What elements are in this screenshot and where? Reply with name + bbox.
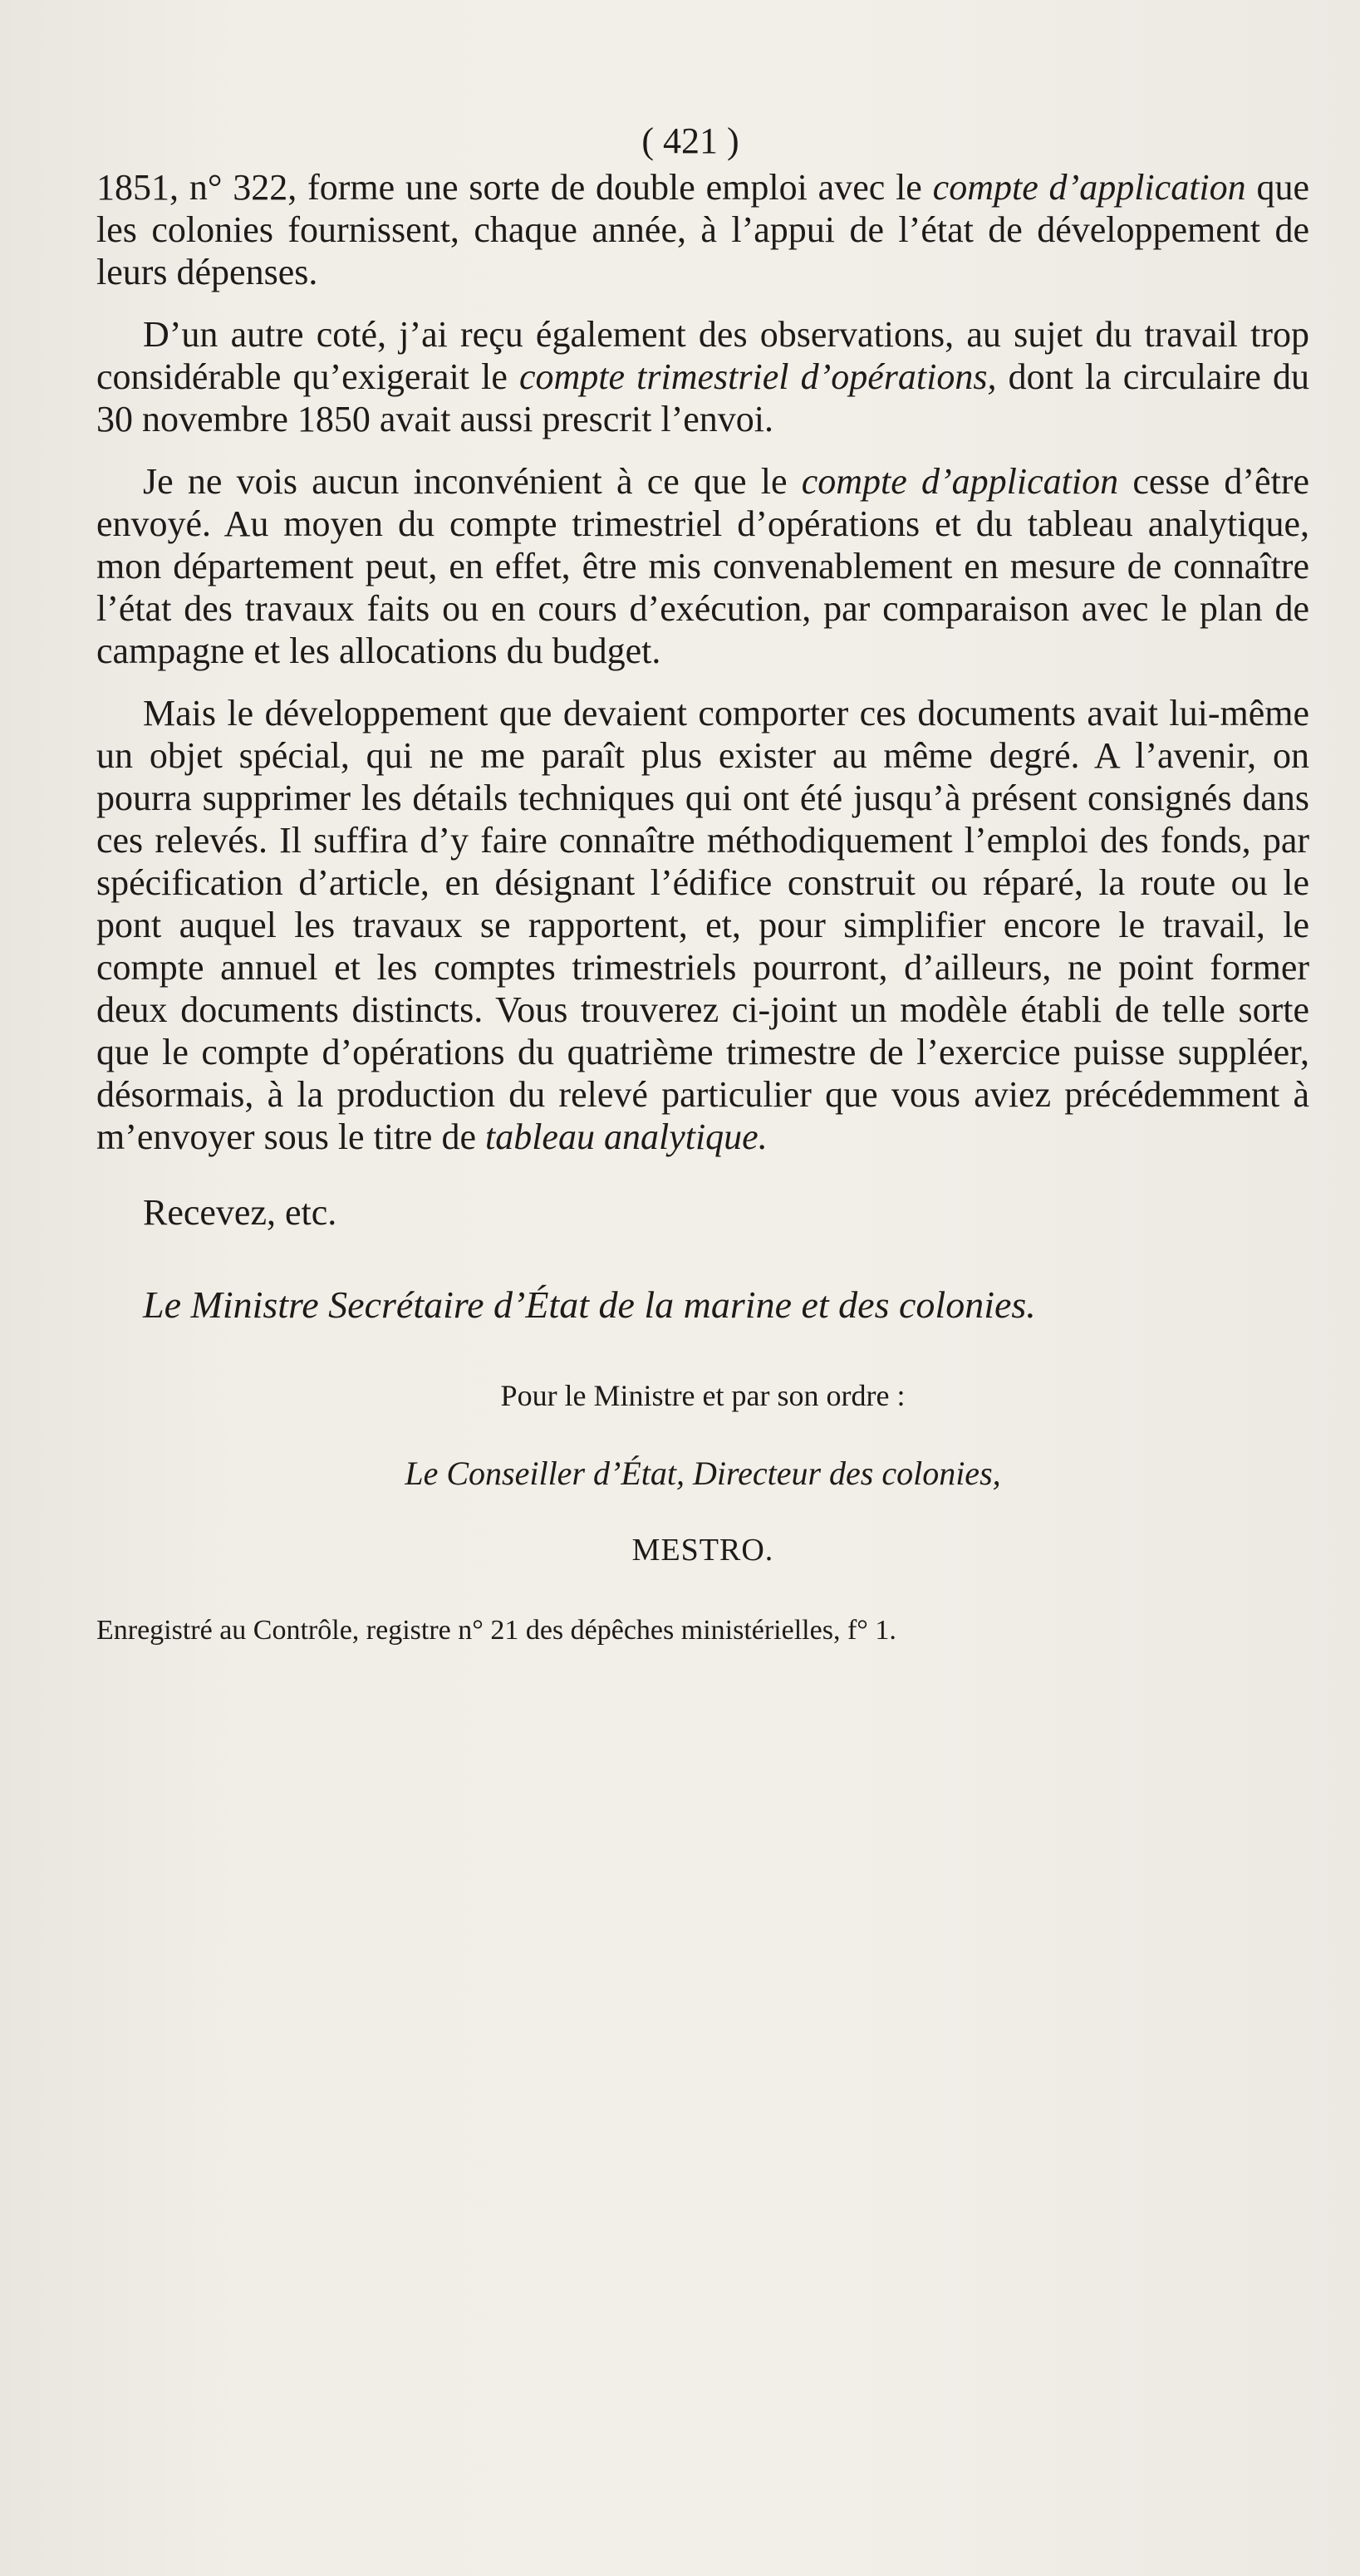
closing-formula: Recevez, etc. bbox=[143, 1192, 337, 1233]
italic-term: compte d’application bbox=[932, 167, 1246, 208]
italic-term: compte trimestriel d’opérations, bbox=[519, 356, 997, 397]
councillor-title: Le Conseiller d’État, Directeur des colonies, bbox=[405, 1455, 1001, 1492]
paragraph bbox=[96, 166, 1309, 293]
text-run: que les colonies fournissent, chaque année, à l’appui de l’état de développement de leurs dépenses. bbox=[96, 167, 1309, 292]
text-run: Mais le développement que devaient comporter ces documents avait lui-même un objet spécial, qui ne me paraît plus exister au même degré. A l’avenir, on pourra supprimer les détails techniques qui ont été jusqu’à présent consignés dans ces relevés. Il suffira d’y faire connaître méthodiquement l’emploi des fonds, par spécification d’article, en désignant l’édifice construit ou réparé, la route ou le pont auquel les travaux se rapportent, et, pour simplifier encore le travail, le compte annuel et les comptes trimestriels pourront, d’ailleurs, ne point former deux documents distincts. Vous trouverez ci-joint un modèle établi de telle sorte que le compte d’opérations du quatrième trimestre de l’exercice puisse suppléer, désormais, à la production du relevé particulier que vous aviez précédemment à m’envoyer sous le titre de bbox=[96, 693, 1309, 1157]
text-block bbox=[96, 116, 1309, 1650]
paragraph bbox=[96, 313, 1309, 440]
text-run: dont la circulaire du 30 novembre 1850 avait aussi prescrit l’envoi. bbox=[96, 356, 1309, 439]
paragraph bbox=[96, 692, 1309, 1158]
italic-term: compte d’application bbox=[801, 461, 1119, 502]
page-number: ( 421 ) bbox=[641, 120, 739, 161]
text-run: 1851, n° 322, forme une sorte de double emploi avec le bbox=[96, 167, 933, 208]
text-run: D’un autre coté, j’ai reçu également des observations, au sujet du travail trop considérable qu’exigerait le bbox=[96, 314, 1309, 397]
body-paragraphs bbox=[96, 166, 1309, 1158]
minister-title: Le Ministre Secrétaire d’État de la marine et des colonies. bbox=[143, 1283, 1036, 1326]
on-behalf-line: Pour le Ministre et par son ordre : bbox=[500, 1379, 906, 1412]
italic-term: tableau analytique. bbox=[484, 1116, 768, 1157]
text-run: cesse d’être envoyé. Au moyen du compte trimestriel d’opérations et du tableau analytique, mon département peut, en effet, être mis convenablement en mesure de connaître l’état des travaux faits ou en cours d’exécution, par comparaison avec le plan de campagne et les allocations du budget. bbox=[96, 461, 1309, 671]
paragraph bbox=[96, 460, 1309, 672]
text-run: Je ne vois aucun inconvénient à ce que le bbox=[143, 461, 802, 502]
signature-name: MESTRO. bbox=[631, 1533, 774, 1568]
registration-note: Enregistré au Contrôle, registre n° 21 des dépêches ministérielles, f° 1. bbox=[96, 1615, 896, 1646]
